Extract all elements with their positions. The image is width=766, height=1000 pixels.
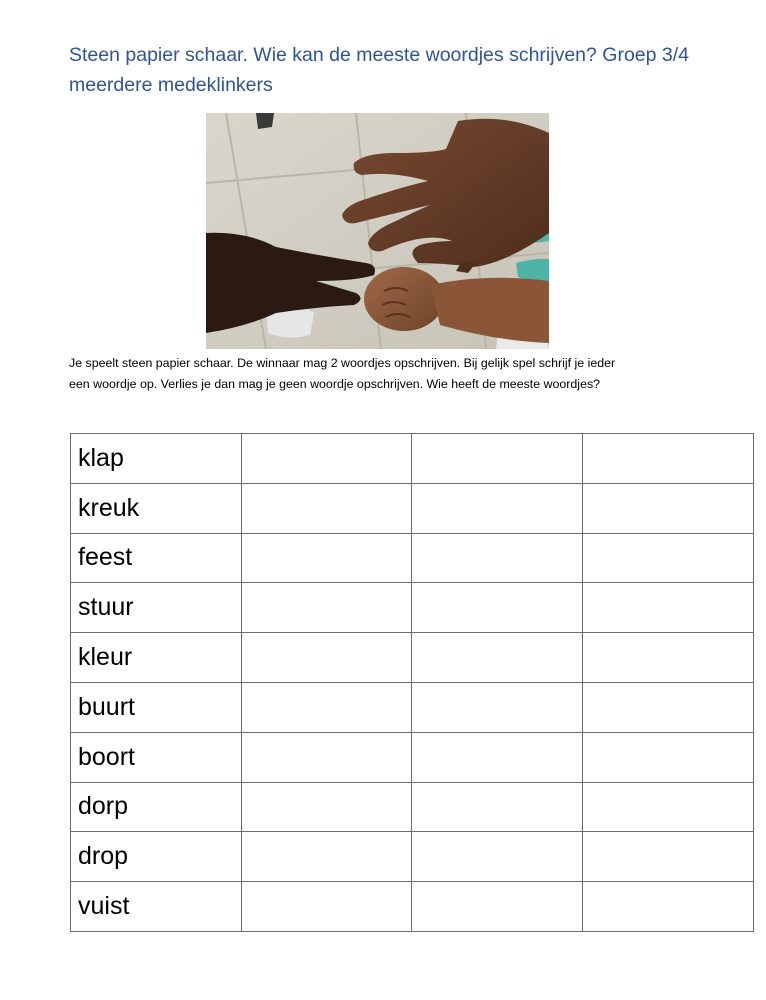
word-cell: feest bbox=[71, 533, 242, 583]
instruction-text: Je speelt steen papier schaar. De winnaar mag 2 woordjes opschrijven. Bij gelijk spel schrijf je ieder een woordje op. Verlies je dan mag je geen woordje opschrijven. Wie heeft de meeste woordjes? bbox=[69, 356, 616, 391]
answer-cell[interactable] bbox=[412, 434, 583, 484]
table-row bbox=[71, 434, 754, 484]
answer-cell[interactable] bbox=[242, 782, 412, 832]
table-row bbox=[71, 483, 754, 533]
answer-cell[interactable] bbox=[412, 533, 583, 583]
table-row bbox=[71, 732, 754, 782]
word-cell: kleur bbox=[71, 633, 242, 683]
answer-cell[interactable] bbox=[242, 434, 412, 484]
answer-cell[interactable] bbox=[242, 732, 412, 782]
table-row bbox=[71, 882, 754, 932]
word-cell: stuur bbox=[71, 583, 242, 633]
answer-cell[interactable] bbox=[412, 882, 583, 932]
answer-cell[interactable] bbox=[583, 533, 754, 583]
word-cell: klap bbox=[71, 434, 242, 484]
word-table bbox=[70, 433, 754, 932]
table-row bbox=[71, 533, 754, 583]
word-cell: buurt bbox=[71, 682, 242, 732]
table-row bbox=[71, 583, 754, 633]
answer-cell[interactable] bbox=[583, 882, 754, 932]
answer-cell[interactable] bbox=[583, 732, 754, 782]
answer-cell[interactable] bbox=[242, 533, 412, 583]
answer-cell[interactable] bbox=[412, 682, 583, 732]
answer-cell[interactable] bbox=[583, 434, 754, 484]
answer-cell[interactable] bbox=[242, 682, 412, 732]
answer-cell[interactable] bbox=[412, 732, 583, 782]
table-row bbox=[71, 782, 754, 832]
answer-cell[interactable] bbox=[583, 682, 754, 732]
word-cell: dorp bbox=[71, 782, 242, 832]
answer-cell[interactable] bbox=[412, 782, 583, 832]
answer-cell[interactable] bbox=[583, 832, 754, 882]
answer-cell[interactable] bbox=[242, 882, 412, 932]
answer-cell[interactable] bbox=[583, 583, 754, 633]
answer-cell[interactable] bbox=[412, 583, 583, 633]
answer-cell[interactable] bbox=[242, 583, 412, 633]
answer-cell[interactable] bbox=[583, 633, 754, 683]
answer-cell[interactable] bbox=[242, 832, 412, 882]
table-row bbox=[71, 633, 754, 683]
answer-cell[interactable] bbox=[583, 483, 754, 533]
answer-cell[interactable] bbox=[242, 483, 412, 533]
word-cell: vuist bbox=[71, 882, 242, 932]
word-cell: boort bbox=[71, 732, 242, 782]
table-row bbox=[71, 682, 754, 732]
answer-cell[interactable] bbox=[583, 782, 754, 832]
hands-photo bbox=[206, 113, 549, 349]
answer-cell[interactable] bbox=[242, 633, 412, 683]
answer-cell[interactable] bbox=[412, 832, 583, 882]
table-row bbox=[71, 832, 754, 882]
answer-cell[interactable] bbox=[412, 633, 583, 683]
answer-cell[interactable] bbox=[412, 483, 583, 533]
worksheet-title: Steen papier schaar. Wie kan de meeste woordjes schrijven? Groep 3/4 meerdere medeklinkers bbox=[69, 44, 690, 96]
word-cell: drop bbox=[71, 832, 242, 882]
word-cell: kreuk bbox=[71, 483, 242, 533]
